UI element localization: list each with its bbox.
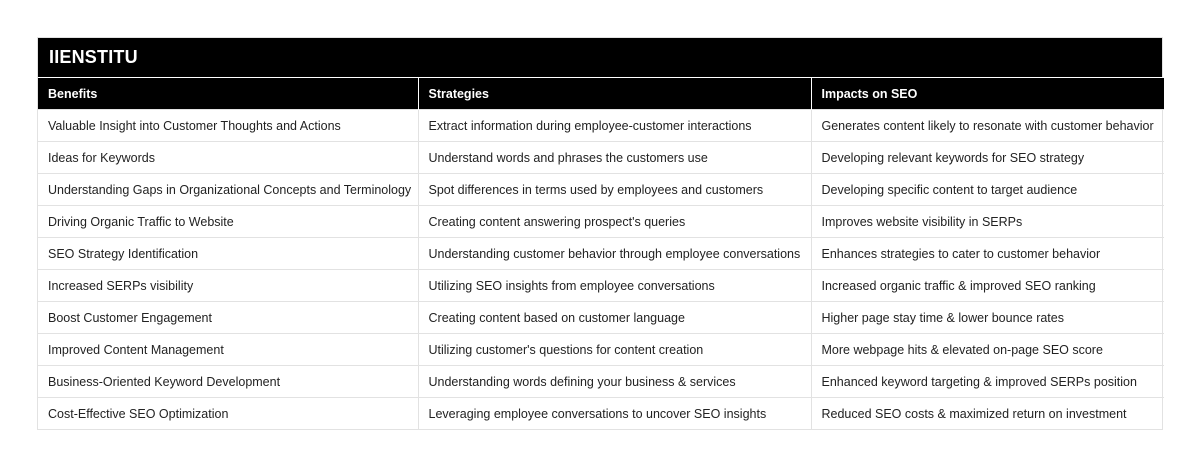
benefit-cell: Cost-Effective SEO Optimization <box>38 398 418 430</box>
benefit-cell: Ideas for Keywords <box>38 142 418 174</box>
impact-cell: More webpage hits & elevated on-page SEO score <box>811 334 1164 366</box>
table-row <box>38 206 1164 238</box>
strategy-cell: Understand words and phrases the customers use <box>418 142 811 174</box>
strategy-cell: Creating content based on customer language <box>418 302 811 334</box>
benefit-cell: Increased SERPs visibility <box>38 270 418 302</box>
strategy-cell: Utilizing customer's questions for content creation <box>418 334 811 366</box>
header-row <box>38 78 1164 110</box>
table-row <box>38 110 1164 142</box>
column-header-impacts: Impacts on SEO <box>811 78 1164 110</box>
impact-cell: Developing specific content to target audience <box>811 174 1164 206</box>
column-header-strategies: Strategies <box>418 78 811 110</box>
table-row <box>38 270 1164 302</box>
benefit-cell: Improved Content Management <box>38 334 418 366</box>
benefit-cell: Business-Oriented Keyword Development <box>38 366 418 398</box>
benefit-cell: Boost Customer Engagement <box>38 302 418 334</box>
impact-cell: Enhances strategies to cater to customer behavior <box>811 238 1164 270</box>
impact-cell: Improves website visibility in SERPs <box>811 206 1164 238</box>
table-row <box>38 174 1164 206</box>
strategy-cell: Utilizing SEO insights from employee conversations <box>418 270 811 302</box>
strategy-cell: Creating content answering prospect's queries <box>418 206 811 238</box>
benefit-cell: Understanding Gaps in Organizational Concepts and Terminology <box>38 174 418 206</box>
impact-cell: Reduced SEO costs & maximized return on investment <box>811 398 1164 430</box>
table-row <box>38 366 1164 398</box>
benefits-table <box>38 77 1164 429</box>
data-table <box>37 37 1163 430</box>
strategy-cell: Extract information during employee-customer interactions <box>418 110 811 142</box>
table-row <box>38 334 1164 366</box>
table-row <box>38 302 1164 334</box>
strategy-cell: Leveraging employee conversations to uncover SEO insights <box>418 398 811 430</box>
impact-cell: Developing relevant keywords for SEO strategy <box>811 142 1164 174</box>
table-row <box>38 398 1164 430</box>
impact-cell: Higher page stay time & lower bounce rates <box>811 302 1164 334</box>
strategy-cell: Understanding customer behavior through employee conversations <box>418 238 811 270</box>
table-body <box>38 110 1164 430</box>
strategy-cell: Understanding words defining your business & services <box>418 366 811 398</box>
benefit-cell: Driving Organic Traffic to Website <box>38 206 418 238</box>
strategy-cell: Spot differences in terms used by employees and customers <box>418 174 811 206</box>
table-title: IIENSTITU <box>38 38 1162 77</box>
column-header-benefits: Benefits <box>38 78 418 110</box>
table-row <box>38 238 1164 270</box>
table-row <box>38 142 1164 174</box>
benefit-cell: Valuable Insight into Customer Thoughts and Actions <box>38 110 418 142</box>
benefit-cell: SEO Strategy Identification <box>38 238 418 270</box>
impact-cell: Increased organic traffic & improved SEO ranking <box>811 270 1164 302</box>
impact-cell: Generates content likely to resonate with customer behavior <box>811 110 1164 142</box>
impact-cell: Enhanced keyword targeting & improved SERPs position <box>811 366 1164 398</box>
